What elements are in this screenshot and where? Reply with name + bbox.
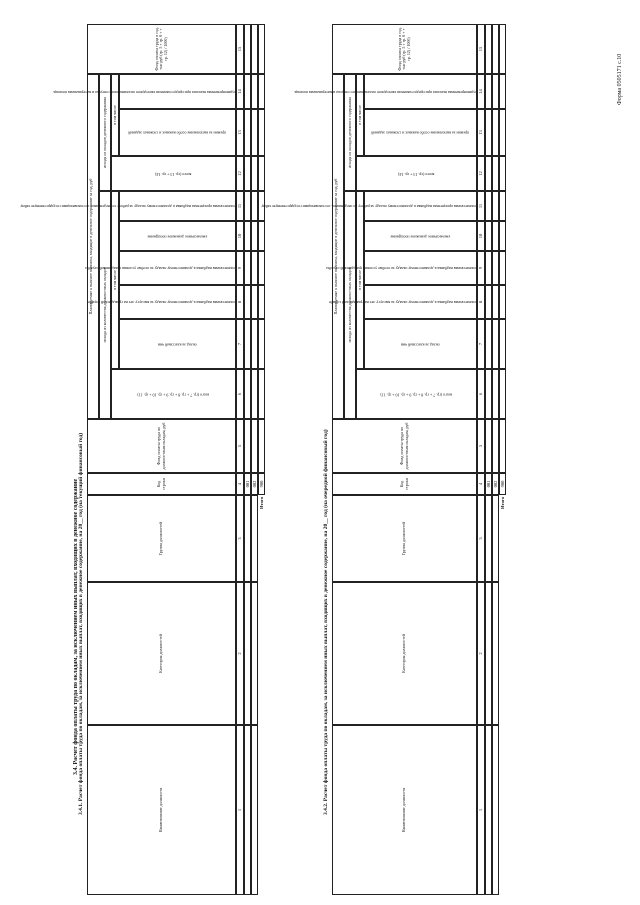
table-cell[interactable] — [244, 582, 251, 725]
col-number — [236, 251, 244, 285]
col-c11-text: ежемесячная процентная надбавка к должностному окладу за работу со сведениями, составляющими государственную тайну — [20, 204, 235, 210]
table-cell[interactable] — [492, 369, 499, 419]
staff-group-header-text: исходя из количества должностных окладов — [101, 267, 107, 343]
col-number — [477, 369, 485, 419]
main-group-header — [332, 74, 344, 419]
row-code-text: 002 — [251, 480, 257, 488]
col-number — [236, 582, 244, 725]
table-cell[interactable] — [492, 74, 499, 109]
table-cell[interactable] — [251, 24, 258, 74]
col-c10 — [364, 221, 477, 251]
col-c8 — [88, 285, 236, 319]
table-cell[interactable] — [251, 221, 258, 251]
row-code — [499, 473, 506, 495]
col-number — [477, 419, 485, 473]
incl-header-b — [356, 74, 364, 156]
col-c7 — [364, 319, 477, 369]
col-number-text: 5 — [478, 444, 484, 448]
form-code: Форма 0505171 с.10 — [617, 53, 623, 105]
col-number-text: 11 — [478, 203, 484, 209]
table-cell[interactable] — [251, 191, 258, 221]
col-number-text: 15 — [237, 46, 243, 52]
row-code — [251, 473, 258, 495]
col-number — [477, 74, 485, 109]
col-c11 — [261, 191, 477, 221]
table-title: 3.4.2. Расчет фонда оплаты труда по окладам, за исключением иных выплат, входящих в денежное содержание, на 20__ год (на очередной финансовый год) — [323, 429, 329, 815]
col-number — [236, 725, 244, 895]
staff-group-header — [344, 191, 356, 419]
row-code-text: 001 — [485, 480, 491, 488]
col-number-text: 8 — [478, 300, 484, 304]
col-number-text: 10 — [478, 233, 484, 239]
col-c9-text: ежемесячная надбавка к должностному окладу за особые условия гражданской службы — [326, 266, 476, 272]
table-cell[interactable] — [499, 156, 506, 191]
table-cell[interactable] — [485, 285, 492, 319]
col-number — [477, 221, 485, 251]
table-cell[interactable] — [499, 319, 506, 369]
col-number — [477, 156, 485, 191]
col-number-text: 6 — [237, 392, 243, 396]
col-fund-text: Фонд оплаты труда по должностным окладам, руб — [155, 422, 166, 470]
table-cell[interactable] — [485, 109, 492, 156]
table-cell[interactable] — [251, 419, 258, 473]
row-code-text: 900 — [499, 480, 505, 488]
table-cell[interactable] — [244, 251, 251, 285]
table-cell[interactable] — [492, 251, 499, 285]
col-number — [236, 191, 244, 221]
table-cell[interactable] — [251, 109, 258, 156]
table-cell[interactable] — [251, 582, 258, 725]
col-number — [236, 285, 244, 319]
table-cell[interactable] — [258, 156, 265, 191]
col-number-text: 10 — [237, 233, 243, 239]
table-cell[interactable] — [244, 191, 251, 221]
col-c14-text: единовременная выплата при предоставлении ежегодного оплачиваемого отпуска и материальная помощь — [53, 89, 235, 95]
table-cell[interactable] — [244, 24, 251, 74]
col-number — [236, 419, 244, 473]
col-name-text: Наименование должности — [401, 787, 407, 833]
table-cell[interactable] — [499, 191, 506, 221]
col-annual-fund-text: Фонд оплаты труда в год, тыс руб (гр. 5 + гр. 6 + + гр. 12) / 1000) — [396, 27, 411, 71]
col-group — [87, 495, 236, 582]
col-c7 — [119, 319, 236, 369]
table-cell[interactable] — [492, 419, 499, 473]
col-number-text: 14 — [478, 89, 484, 94]
col-annual-fund — [332, 24, 477, 74]
table-cell[interactable] — [492, 495, 499, 582]
col-total-a-text: всего (гр. 7 + гр. 8 + гр. 9 + гр. 10 + гр. 11) — [137, 392, 210, 398]
col-number — [477, 473, 485, 495]
col-annual-fund-text: Фонд оплаты труда в год, тыс руб (гр. 5 + гр. 6 + + гр. 12) / 1000) — [153, 27, 168, 71]
col-total-a-text: всего (гр. 7 + гр. 8 + гр. 9 + гр. 10 + гр. 11) — [380, 392, 453, 398]
col-code-text: Код строки — [398, 478, 409, 490]
row-code — [244, 473, 251, 495]
table-cell[interactable] — [244, 109, 251, 156]
table-cell[interactable] — [244, 369, 251, 419]
col-c8-text: ежемесячная надбавка к должностному окладу за выслугу лет на гражданской службе — [88, 300, 235, 306]
col-c9-text: ежемесячная надбавка к должностному окладу за особые условия гражданской службы — [85, 266, 235, 272]
table-title: 3.4.1. Расчет фонда оплаты труда по окладам, за исключением иных выплат, входящих в денежное содержание, на 20__ год (на текущий финансовый год) — [78, 432, 84, 815]
table-cell[interactable] — [258, 109, 265, 156]
incl-header-a — [356, 191, 364, 369]
col-category — [87, 582, 236, 725]
main-group-header-text: Планируемые к выплате выплаты, входящие в денежное содержание за год, руб — [88, 178, 93, 315]
col-number — [477, 319, 485, 369]
col-fund — [87, 419, 236, 473]
table-cell[interactable] — [258, 221, 265, 251]
col-c11 — [20, 191, 236, 221]
col-annual-fund — [87, 24, 236, 74]
col-number-text: 15 — [478, 46, 484, 52]
col-c10-text: ежемесячное денежное поощрение — [390, 234, 451, 240]
table-cell[interactable] — [244, 74, 251, 109]
table-cell[interactable] — [251, 251, 258, 285]
row-code — [485, 473, 492, 495]
row-code — [258, 473, 265, 495]
table-cell[interactable] — [499, 369, 506, 419]
table-cell[interactable] — [485, 74, 492, 109]
col-number — [477, 495, 485, 582]
pay-group-header-text: исходя из окладов денежного содержания — [101, 96, 107, 169]
col-total-b — [111, 156, 236, 191]
table-cell[interactable] — [258, 285, 265, 319]
col-number — [236, 495, 244, 582]
table-cell[interactable] — [485, 156, 492, 191]
col-group-text: Группа должностей — [401, 521, 407, 556]
incl-header-b-text: в том числе — [111, 105, 117, 125]
table-cell[interactable] — [258, 251, 265, 285]
col-category-text: Категория должностей — [158, 634, 164, 673]
col-c8 — [329, 285, 477, 319]
staff-group-header — [99, 191, 111, 419]
col-number-text: 12 — [478, 171, 484, 176]
table-cell[interactable] — [258, 24, 265, 74]
incl-header-a-text: в том числе — [356, 270, 362, 290]
col-c7-text: оклад за классный чин — [158, 342, 197, 348]
total-label: Итого — [259, 496, 264, 509]
table-cell[interactable] — [492, 319, 499, 369]
table-cell[interactable] — [258, 319, 265, 369]
col-number-text: 9 — [237, 266, 243, 270]
table-cell[interactable] — [492, 725, 499, 895]
table-cell[interactable] — [244, 221, 251, 251]
col-group-text: Группа должностей — [158, 521, 164, 556]
col-number-text: 12 — [237, 171, 243, 176]
col-number-text: 3 — [237, 537, 243, 540]
col-total-a — [356, 369, 477, 419]
col-number — [236, 221, 244, 251]
col-number-text: 2 — [237, 652, 243, 655]
table-cell[interactable] — [244, 725, 251, 895]
incl-header-b — [111, 74, 119, 156]
table-cell[interactable] — [251, 319, 258, 369]
table-cell[interactable] — [492, 285, 499, 319]
col-c14 — [53, 74, 236, 109]
col-code — [87, 473, 236, 495]
table-cell[interactable] — [485, 725, 492, 895]
table-cell[interactable] — [258, 419, 265, 473]
table-cell[interactable] — [499, 221, 506, 251]
col-c14-text: единовременная выплата при предоставлении ежегодного оплачиваемого отпуска и материальная помощь — [294, 89, 476, 95]
total-label: Итого — [500, 496, 505, 509]
table-cell[interactable] — [485, 369, 492, 419]
table-cell[interactable] — [244, 285, 251, 319]
col-number-text: 4 — [237, 482, 243, 486]
table-cell[interactable] — [485, 419, 492, 473]
col-c7-text: оклад за классный чин — [401, 342, 440, 348]
main-group-header-text: Планируемые к выплате выплаты, входящие в денежное содержание за год, руб — [333, 178, 338, 315]
row-code-text: 001 — [244, 480, 250, 488]
col-number — [477, 582, 485, 725]
incl-header-a — [111, 191, 119, 369]
table-cell[interactable] — [251, 725, 258, 895]
col-code — [332, 473, 477, 495]
col-total-b — [356, 156, 477, 191]
table-cell[interactable] — [499, 109, 506, 156]
table-cell[interactable] — [251, 495, 258, 582]
col-number — [477, 251, 485, 285]
col-c11-text: ежемесячная процентная надбавка к должностному окладу за работу со сведениями, составляющими государственную тайну — [261, 204, 476, 210]
col-category-text: Категория должностей — [401, 634, 407, 673]
col-number-text: 5 — [237, 444, 243, 448]
col-code-text: Код строки — [155, 478, 166, 490]
col-total-b-text: всего (гр. 13 + гр. 14) — [155, 171, 192, 177]
col-category — [332, 582, 477, 725]
pay-group-header-text: исходя из окладов денежного содержания — [346, 96, 352, 169]
col-fund-text: Фонд оплаты труда по должностным окладам, руб — [398, 422, 409, 470]
col-c14 — [294, 74, 477, 109]
table-cell[interactable] — [492, 24, 499, 74]
table-cell[interactable] — [244, 319, 251, 369]
col-total-a — [111, 369, 236, 419]
col-number-text: 4 — [478, 482, 484, 486]
table-cell[interactable] — [492, 109, 499, 156]
col-c13 — [364, 109, 477, 156]
col-number — [477, 109, 485, 156]
col-number-text: 3 — [478, 537, 484, 540]
table-cell[interactable] — [251, 369, 258, 419]
row-code-text: 002 — [492, 480, 498, 488]
col-number-text: 11 — [237, 203, 243, 209]
col-number — [477, 191, 485, 221]
col-number-text: 7 — [237, 342, 243, 346]
table-cell[interactable] — [492, 156, 499, 191]
table-cell[interactable] — [251, 285, 258, 319]
col-number-text: 14 — [237, 89, 243, 94]
table-cell[interactable] — [258, 369, 265, 419]
table-cell[interactable] — [485, 221, 492, 251]
col-number — [236, 109, 244, 156]
table-cell[interactable] — [485, 319, 492, 369]
table-cell[interactable] — [499, 74, 506, 109]
table-cell[interactable] — [499, 251, 506, 285]
table-cell[interactable] — [492, 582, 499, 725]
col-number-text: 2 — [478, 652, 484, 655]
row-code-text: 900 — [258, 480, 264, 488]
col-group — [332, 495, 477, 582]
table-cell[interactable] — [492, 191, 499, 221]
col-number — [236, 24, 244, 74]
col-number — [236, 319, 244, 369]
col-c10-text: ежемесячное денежное поощрение — [147, 234, 208, 240]
table-cell[interactable] — [492, 221, 499, 251]
table-cell[interactable] — [485, 24, 492, 74]
main-group-header — [87, 74, 99, 419]
staff-group-header-text: исходя из количества должностных окладов — [346, 267, 352, 343]
incl-header-a-text: в том числе — [111, 270, 117, 290]
col-fund — [332, 419, 477, 473]
col-name — [332, 725, 477, 895]
col-number — [236, 369, 244, 419]
col-c8-text: ежемесячная надбавка к должностному окладу за выслугу лет на гражданской службе — [329, 300, 476, 306]
col-number-text: 13 — [478, 130, 484, 135]
table-cell[interactable] — [485, 191, 492, 221]
col-number-text: 1 — [478, 808, 484, 812]
col-number — [477, 725, 485, 895]
col-number-text: 9 — [478, 266, 484, 270]
col-number-text: 1 — [237, 808, 243, 812]
table-cell[interactable] — [251, 156, 258, 191]
table-cell[interactable] — [485, 251, 492, 285]
table-cell[interactable] — [244, 495, 251, 582]
col-name — [87, 725, 236, 895]
col-c13-text: премии за выполнение особо важных и сложных заданий — [128, 130, 227, 136]
table-cell[interactable] — [485, 495, 492, 582]
table-cell[interactable] — [499, 419, 506, 473]
table-cell[interactable] — [251, 74, 258, 109]
col-total-b-text: всего (гр. 13 + гр. 14) — [398, 171, 435, 177]
col-number — [236, 473, 244, 495]
col-c13-text: премии за выполнение особо важных и сложных заданий — [371, 130, 470, 136]
col-number-text: 13 — [237, 130, 243, 135]
col-c10 — [119, 221, 236, 251]
table-cell[interactable] — [258, 74, 265, 109]
section-title: 3.4. Расчет фонда оплаты труда по окладам, за исключением иных выплат, входящих в денежное содержание — [73, 478, 79, 775]
incl-header-b-text: в том числе — [356, 105, 362, 125]
table-cell[interactable] — [499, 24, 506, 74]
col-number-text: 6 — [478, 392, 484, 396]
col-number — [477, 285, 485, 319]
table-cell[interactable] — [499, 285, 506, 319]
table-cell[interactable] — [244, 419, 251, 473]
col-number — [236, 74, 244, 109]
col-number-text: 8 — [237, 300, 243, 304]
col-number — [236, 156, 244, 191]
table-cell[interactable] — [244, 156, 251, 191]
col-name-text: Наименование должности — [158, 787, 164, 833]
col-c13 — [119, 109, 236, 156]
col-number-text: 7 — [478, 342, 484, 346]
table-cell[interactable] — [485, 582, 492, 725]
col-number — [477, 24, 485, 74]
row-code — [492, 473, 499, 495]
